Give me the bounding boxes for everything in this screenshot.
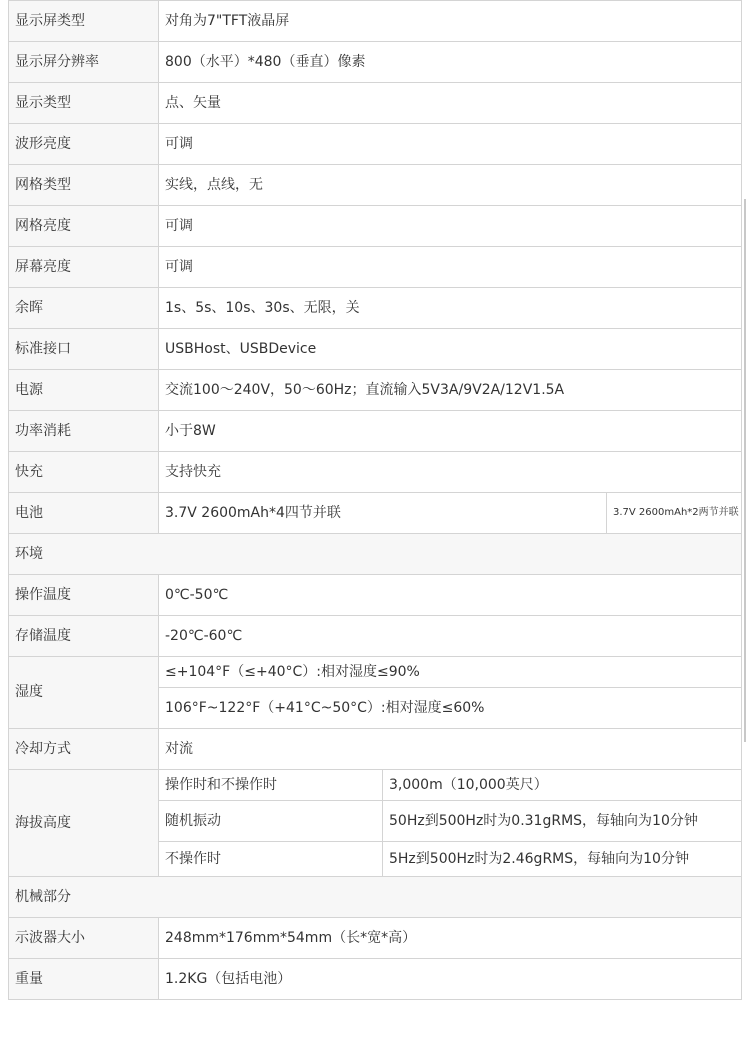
row-value: -20℃-60℃: [159, 616, 742, 657]
row-label: 示波器大小: [9, 918, 159, 959]
table-row: [9, 1, 742, 42]
altitude-value: 5Hz到500Hz时为2.46gRMS，每轴向为10分钟: [383, 842, 742, 877]
row-label: 冷却方式: [9, 729, 159, 770]
row-value: 248mm*176mm*54mm（长*宽*高）: [159, 918, 742, 959]
row-label: 功率消耗: [9, 411, 159, 452]
table-row: [9, 288, 742, 329]
row-label: 显示屏分辨率: [9, 42, 159, 83]
row-label: 重量: [9, 959, 159, 1000]
table-row: [9, 370, 742, 411]
table-row: [9, 124, 742, 165]
row-value: 支持快充: [159, 452, 742, 493]
scrollbar[interactable]: [744, 199, 746, 742]
row-label: 存储温度: [9, 616, 159, 657]
row-label: 显示屏类型: [9, 1, 159, 42]
row-label: 屏幕亮度: [9, 247, 159, 288]
altitude-value: 3,000m（10,000英尺）: [383, 770, 742, 801]
row-label: 操作温度: [9, 575, 159, 616]
section-title-environment: 环境: [9, 534, 742, 575]
table-row: [9, 918, 742, 959]
row-value: 对流: [159, 729, 742, 770]
row-value: 对角为7"TFT液晶屏: [159, 1, 742, 42]
table-row: [9, 83, 742, 124]
row-value: 小于8W: [159, 411, 742, 452]
row-label: 网格类型: [9, 165, 159, 206]
row-label: 湿度: [9, 657, 159, 729]
table-row: [9, 452, 742, 493]
row-value: 可调: [159, 247, 742, 288]
section-row: [9, 534, 742, 575]
table-row: [9, 616, 742, 657]
row-label: 网格亮度: [9, 206, 159, 247]
section-row: [9, 877, 742, 918]
row-value: 1.2KG（包括电池）: [159, 959, 742, 1000]
altitude-condition: 不操作时: [159, 842, 383, 877]
row-label: 电池: [9, 493, 159, 534]
table-row: [9, 206, 742, 247]
row-label: 余晖: [9, 288, 159, 329]
table-row: [9, 411, 742, 452]
row-value: 800（水平）*480（垂直）像素: [159, 42, 742, 83]
table-row: [9, 329, 742, 370]
row-label: 标准接口: [9, 329, 159, 370]
row-label: 海拔高度: [9, 770, 159, 877]
row-value: USBHost、USBDevice: [159, 329, 742, 370]
row-value: 106°F~122°F（+41°C~50°C）:相对湿度≤60%: [159, 688, 742, 729]
row-label: 快充: [9, 452, 159, 493]
battery-note: 3.7V 2600mAh*2两节并联: [607, 493, 742, 534]
table-row: [9, 657, 742, 688]
row-label: 显示类型: [9, 83, 159, 124]
row-value: 交流100～240V，50～60Hz；直流输入5V3A/9V2A/12V1.5A: [159, 370, 742, 411]
section-title-mechanical: 机械部分: [9, 877, 742, 918]
table-row: [9, 729, 742, 770]
row-value: 实线，点线，无: [159, 165, 742, 206]
row-value: 可调: [159, 206, 742, 247]
row-value: 0℃-50℃: [159, 575, 742, 616]
row-label: 电源: [9, 370, 159, 411]
row-value: 可调: [159, 124, 742, 165]
table-row: [9, 575, 742, 616]
table-row: [9, 493, 742, 534]
table-row: [9, 770, 742, 801]
row-value: 3.7V 2600mAh*4四节并联: [159, 493, 607, 534]
table-row: [9, 247, 742, 288]
table-row: [9, 959, 742, 1000]
spec-table: [8, 0, 742, 1000]
row-label: 波形亮度: [9, 124, 159, 165]
row-value: ≤+104°F（≤+40°C）:相对湿度≤90%: [159, 657, 742, 688]
row-value: 点、矢量: [159, 83, 742, 124]
table-row: [9, 42, 742, 83]
table-row: [9, 165, 742, 206]
altitude-condition: 操作时和不操作时: [159, 770, 383, 801]
altitude-condition: 随机振动: [159, 801, 383, 842]
altitude-value: 50Hz到500Hz时为0.31gRMS，每轴向为10分钟: [383, 801, 742, 842]
row-value: 1s、5s、10s、30s、无限，关: [159, 288, 742, 329]
